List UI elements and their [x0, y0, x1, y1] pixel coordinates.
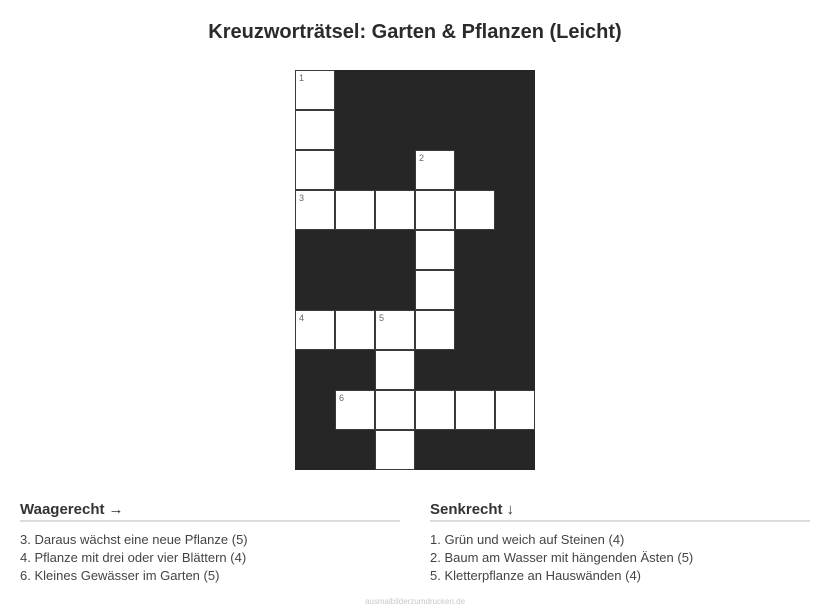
grid-cell[interactable]: [375, 190, 415, 230]
right-arrow-icon: →: [108, 501, 124, 518]
page-title: Kreuzworträtsel: Garten & Pflanzen (Leicht): [208, 21, 622, 43]
cell-number: 1: [299, 73, 305, 83]
grid-cell[interactable]: [335, 390, 375, 430]
cell-number: 4: [299, 313, 305, 323]
down-clue: 1. Grün und weich auf Steinen (4): [430, 532, 625, 547]
grid-cell[interactable]: [375, 430, 415, 470]
across-clue: 4. Pflanze mit drei oder vier Blättern (4): [20, 550, 247, 565]
down-clue: 5. Kletterpflanze an Hauswänden (4): [430, 568, 642, 583]
cell-number: 2: [419, 153, 425, 163]
grid-cell[interactable]: [375, 310, 415, 350]
grid-cell[interactable]: [375, 350, 415, 390]
grid-cell[interactable]: [295, 310, 335, 350]
grid-cell[interactable]: [455, 390, 495, 430]
grid-cell[interactable]: [375, 390, 415, 430]
grid-cell[interactable]: [495, 390, 535, 430]
grid-cell[interactable]: [295, 70, 335, 110]
grid-cell[interactable]: [415, 150, 455, 190]
down-heading-label: Senkrecht: [430, 501, 503, 518]
cell-number: 3: [299, 193, 305, 203]
across-heading-label: Waagerecht: [20, 501, 105, 518]
down-clues: [430, 501, 810, 585]
crossword-grid: [295, 70, 535, 470]
grid-cell[interactable]: [415, 310, 455, 350]
grid-cell[interactable]: [455, 190, 495, 230]
across-clue: 3. Daraus wächst eine neue Pflanze (5): [20, 532, 248, 547]
grid-cell[interactable]: [335, 310, 375, 350]
grid-cell[interactable]: [415, 230, 455, 270]
across-clue: 6. Kleines Gewässer im Garten (5): [20, 568, 220, 583]
down-heading: [430, 501, 810, 522]
across-heading: [20, 501, 400, 522]
cell-number: 6: [339, 393, 345, 403]
grid-cell[interactable]: [295, 110, 335, 150]
down-arrow-icon: ↓: [506, 501, 515, 518]
across-clues: [20, 501, 400, 585]
grid-cell[interactable]: [335, 190, 375, 230]
cell-number: 5: [379, 313, 385, 323]
grid-cell[interactable]: [415, 270, 455, 310]
down-clue: 2. Baum am Wasser mit hängenden Ästen (5): [430, 550, 694, 565]
grid-cell[interactable]: [295, 150, 335, 190]
grid-cell[interactable]: [415, 390, 455, 430]
footer-credit: ausmalbilderzumdrucken.de: [364, 597, 466, 606]
grid-cell[interactable]: [415, 190, 455, 230]
grid-cell[interactable]: [295, 190, 335, 230]
